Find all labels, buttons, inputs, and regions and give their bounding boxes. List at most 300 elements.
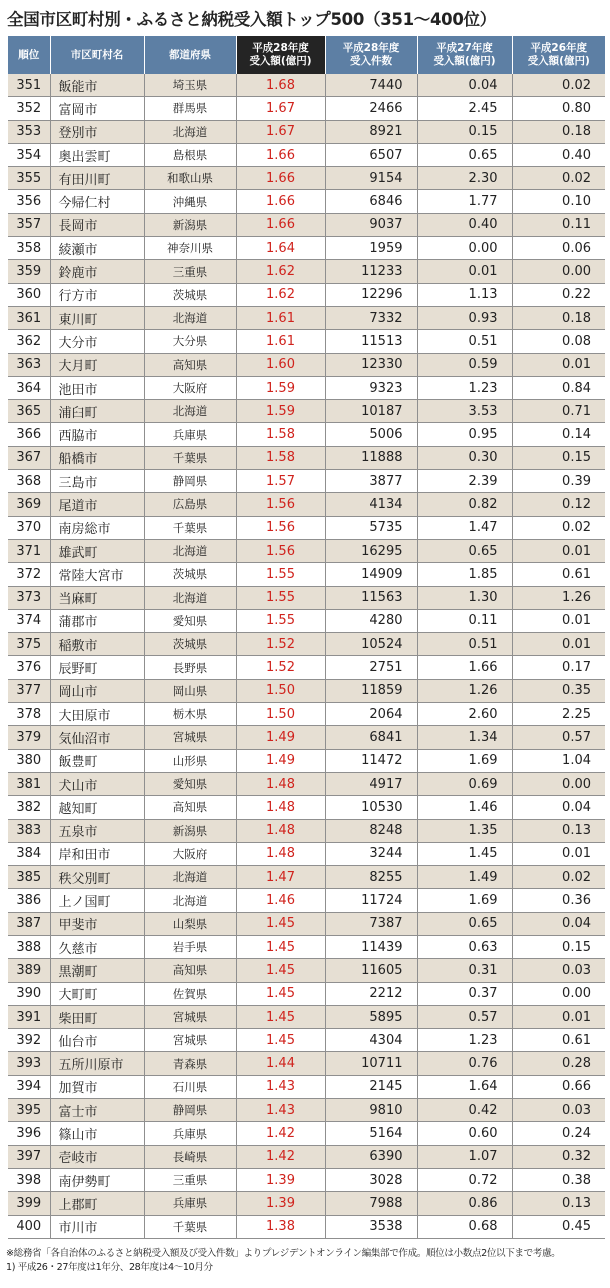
cell-h26-amount: 0.14 xyxy=(512,423,605,446)
table-row xyxy=(8,1145,605,1168)
header-prefecture-label: 都道府県 xyxy=(169,48,211,61)
cell-city: 鈴鹿市 xyxy=(50,260,144,283)
cell-h27-amount: 0.01 xyxy=(417,260,512,283)
cell-prefecture: 北海道 xyxy=(144,866,236,889)
cell-h26-amount: 0.04 xyxy=(512,796,605,819)
cell-h28-count: 9810 xyxy=(325,1099,417,1122)
cell-h28-amount: 1.56 xyxy=(236,493,325,516)
cell-h28-count: 6841 xyxy=(325,726,417,749)
header-city xyxy=(50,36,144,74)
cell-h27-amount: 0.59 xyxy=(417,353,512,376)
cell-rank: 378 xyxy=(8,703,50,726)
cell-prefecture: 沖縄県 xyxy=(144,190,236,213)
cell-h26-amount: 0.17 xyxy=(512,656,605,679)
cell-h26-amount: 0.03 xyxy=(512,1099,605,1122)
cell-h28-amount: 1.39 xyxy=(236,1168,325,1191)
cell-city: 東川町 xyxy=(50,306,144,329)
cell-h27-amount: 1.69 xyxy=(417,889,512,912)
cell-rank: 374 xyxy=(8,609,50,632)
cell-rank: 357 xyxy=(8,213,50,236)
table-row xyxy=(8,1075,605,1098)
cell-city: 越知町 xyxy=(50,796,144,819)
cell-h28-amount: 1.47 xyxy=(236,866,325,889)
cell-h26-amount: 0.10 xyxy=(512,190,605,213)
table-row xyxy=(8,935,605,958)
header-h28-count-line1: 平成28年度 xyxy=(342,42,400,54)
cell-prefecture: 長野県 xyxy=(144,656,236,679)
cell-h26-amount: 0.04 xyxy=(512,912,605,935)
cell-h26-amount: 0.00 xyxy=(512,982,605,1005)
cell-h28-amount: 1.66 xyxy=(236,190,325,213)
table-row xyxy=(8,959,605,982)
cell-h28-amount: 1.59 xyxy=(236,400,325,423)
cell-h27-amount: 1.69 xyxy=(417,749,512,772)
cell-rank: 372 xyxy=(8,563,50,586)
table-row xyxy=(8,656,605,679)
header-prefecture xyxy=(144,36,236,74)
cell-rank: 375 xyxy=(8,633,50,656)
cell-rank: 366 xyxy=(8,423,50,446)
cell-h26-amount: 1.26 xyxy=(512,586,605,609)
cell-h26-amount: 0.22 xyxy=(512,283,605,306)
cell-city: 有田川町 xyxy=(50,167,144,190)
cell-h27-amount: 0.65 xyxy=(417,539,512,562)
cell-h27-amount: 3.53 xyxy=(417,400,512,423)
cell-h28-count: 10711 xyxy=(325,1052,417,1075)
table-row xyxy=(8,167,605,190)
cell-city: 蒲郡市 xyxy=(50,609,144,632)
cell-city: 気仙沼市 xyxy=(50,726,144,749)
cell-h28-amount: 1.45 xyxy=(236,959,325,982)
table-row xyxy=(8,1215,605,1238)
cell-rank: 353 xyxy=(8,120,50,143)
cell-city: 浦臼町 xyxy=(50,400,144,423)
cell-prefecture: 栃木県 xyxy=(144,703,236,726)
table-row xyxy=(8,1192,605,1215)
table-row xyxy=(8,982,605,1005)
cell-h28-count: 11563 xyxy=(325,586,417,609)
cell-h26-amount: 0.71 xyxy=(512,400,605,423)
header-rank-label: 順位 xyxy=(18,48,40,61)
cell-h27-amount: 0.63 xyxy=(417,935,512,958)
cell-prefecture: 高知県 xyxy=(144,796,236,819)
cell-h28-count: 8248 xyxy=(325,819,417,842)
cell-h26-amount: 0.01 xyxy=(512,1005,605,1028)
cell-h28-amount: 1.45 xyxy=(236,935,325,958)
cell-h27-amount: 1.30 xyxy=(417,586,512,609)
table-row xyxy=(8,1168,605,1191)
cell-city: 大田原市 xyxy=(50,703,144,726)
cell-h26-amount: 0.06 xyxy=(512,237,605,260)
cell-rank: 395 xyxy=(8,1099,50,1122)
cell-h26-amount: 0.28 xyxy=(512,1052,605,1075)
table-row xyxy=(8,586,605,609)
cell-prefecture: 神奈川県 xyxy=(144,237,236,260)
cell-h27-amount: 1.66 xyxy=(417,656,512,679)
cell-prefecture: 和歌山県 xyxy=(144,167,236,190)
cell-h27-amount: 0.11 xyxy=(417,609,512,632)
cell-h26-amount: 0.61 xyxy=(512,563,605,586)
cell-rank: 385 xyxy=(8,866,50,889)
cell-city: 大分市 xyxy=(50,330,144,353)
page-title: 全国市区町村別・ふるさと納税受入額トップ500（351〜400位） xyxy=(7,10,496,29)
table-row xyxy=(8,376,605,399)
table-row xyxy=(8,749,605,772)
cell-rank: 391 xyxy=(8,1005,50,1028)
cell-h27-amount: 2.39 xyxy=(417,470,512,493)
cell-h28-count: 10524 xyxy=(325,633,417,656)
cell-city: 綾瀬市 xyxy=(50,237,144,260)
cell-h27-amount: 0.00 xyxy=(417,237,512,260)
cell-h28-amount: 1.60 xyxy=(236,353,325,376)
cell-rank: 368 xyxy=(8,470,50,493)
cell-h26-amount: 0.13 xyxy=(512,1192,605,1215)
cell-h27-amount: 0.51 xyxy=(417,633,512,656)
cell-rank: 352 xyxy=(8,97,50,120)
cell-h26-amount: 0.03 xyxy=(512,959,605,982)
cell-prefecture: 山梨県 xyxy=(144,912,236,935)
cell-city: 岸和田市 xyxy=(50,842,144,865)
cell-h27-amount: 0.95 xyxy=(417,423,512,446)
cell-h28-count: 5735 xyxy=(325,516,417,539)
cell-city: 三島市 xyxy=(50,470,144,493)
cell-prefecture: 愛知県 xyxy=(144,609,236,632)
cell-h26-amount: 0.01 xyxy=(512,842,605,865)
cell-prefecture: 千葉県 xyxy=(144,446,236,469)
cell-h28-amount: 1.46 xyxy=(236,889,325,912)
table-row xyxy=(8,97,605,120)
cell-prefecture: 長崎県 xyxy=(144,1145,236,1168)
cell-rank: 398 xyxy=(8,1168,50,1191)
cell-city: 南伊勢町 xyxy=(50,1168,144,1191)
cell-rank: 356 xyxy=(8,190,50,213)
header-city-label: 市区町村名 xyxy=(70,48,124,61)
cell-h28-amount: 1.67 xyxy=(236,97,325,120)
cell-h26-amount: 0.01 xyxy=(512,353,605,376)
cell-h27-amount: 1.26 xyxy=(417,679,512,702)
footnote xyxy=(6,1247,606,1275)
cell-city: 長岡市 xyxy=(50,213,144,236)
cell-h28-amount: 1.59 xyxy=(236,376,325,399)
cell-h27-amount: 0.57 xyxy=(417,1005,512,1028)
cell-prefecture: 宮城県 xyxy=(144,1029,236,1052)
table-row xyxy=(8,563,605,586)
cell-h26-amount: 0.24 xyxy=(512,1122,605,1145)
cell-rank: 362 xyxy=(8,330,50,353)
cell-rank: 393 xyxy=(8,1052,50,1075)
footnote-source: ※総務省「各自治体のふるさと納税受入額及び受入件数」よりプレジデントオンライン編集部で作成。順位は小数点2位以下まで考慮。 xyxy=(6,1248,561,1259)
cell-rank: 351 xyxy=(8,74,50,97)
cell-rank: 400 xyxy=(8,1215,50,1238)
cell-h27-amount: 1.64 xyxy=(417,1075,512,1098)
cell-h27-amount: 0.65 xyxy=(417,912,512,935)
cell-h28-amount: 1.43 xyxy=(236,1099,325,1122)
cell-h26-amount: 0.18 xyxy=(512,120,605,143)
cell-h28-count: 11233 xyxy=(325,260,417,283)
cell-rank: 383 xyxy=(8,819,50,842)
cell-h28-count: 11724 xyxy=(325,889,417,912)
cell-h28-amount: 1.66 xyxy=(236,213,325,236)
cell-h28-amount: 1.55 xyxy=(236,609,325,632)
cell-h28-amount: 1.49 xyxy=(236,726,325,749)
cell-h27-amount: 2.45 xyxy=(417,97,512,120)
cell-prefecture: 三重県 xyxy=(144,260,236,283)
cell-city: 池田市 xyxy=(50,376,144,399)
cell-rank: 359 xyxy=(8,260,50,283)
cell-h27-amount: 1.77 xyxy=(417,190,512,213)
table-body xyxy=(8,74,605,1238)
cell-h28-count: 14909 xyxy=(325,563,417,586)
cell-h28-count: 7332 xyxy=(325,306,417,329)
cell-prefecture: 宮城県 xyxy=(144,726,236,749)
cell-city: 秩父別町 xyxy=(50,866,144,889)
cell-h28-amount: 1.38 xyxy=(236,1215,325,1238)
cell-h26-amount: 0.00 xyxy=(512,772,605,795)
cell-prefecture: 兵庫県 xyxy=(144,1192,236,1215)
cell-city: 富士市 xyxy=(50,1099,144,1122)
cell-h28-amount: 1.64 xyxy=(236,237,325,260)
cell-h27-amount: 0.60 xyxy=(417,1122,512,1145)
cell-h28-amount: 1.52 xyxy=(236,633,325,656)
cell-prefecture: 兵庫県 xyxy=(144,1122,236,1145)
cell-h28-count: 2064 xyxy=(325,703,417,726)
cell-h28-count: 9323 xyxy=(325,376,417,399)
cell-prefecture: 新潟県 xyxy=(144,213,236,236)
table-row xyxy=(8,726,605,749)
cell-h26-amount: 0.11 xyxy=(512,213,605,236)
cell-h28-amount: 1.50 xyxy=(236,679,325,702)
cell-h26-amount: 0.01 xyxy=(512,539,605,562)
cell-prefecture: 静岡県 xyxy=(144,470,236,493)
cell-h28-count: 4134 xyxy=(325,493,417,516)
cell-h28-count: 3538 xyxy=(325,1215,417,1238)
cell-h26-amount: 0.40 xyxy=(512,143,605,166)
cell-h28-amount: 1.61 xyxy=(236,306,325,329)
cell-h28-amount: 1.43 xyxy=(236,1075,325,1098)
cell-h27-amount: 1.46 xyxy=(417,796,512,819)
cell-h28-amount: 1.44 xyxy=(236,1052,325,1075)
cell-city: 富岡市 xyxy=(50,97,144,120)
cell-prefecture: 愛知県 xyxy=(144,772,236,795)
cell-city: 大町町 xyxy=(50,982,144,1005)
cell-h28-amount: 1.48 xyxy=(236,842,325,865)
cell-prefecture: 北海道 xyxy=(144,120,236,143)
cell-prefecture: 高知県 xyxy=(144,959,236,982)
table-row xyxy=(8,237,605,260)
cell-h28-amount: 1.55 xyxy=(236,563,325,586)
table-row xyxy=(8,423,605,446)
table-row xyxy=(8,912,605,935)
cell-city: 黒潮町 xyxy=(50,959,144,982)
cell-h27-amount: 1.34 xyxy=(417,726,512,749)
cell-city: 稲敷市 xyxy=(50,633,144,656)
header-h26-amount-line2: 受入額(億円) xyxy=(527,55,590,67)
cell-h28-amount: 1.58 xyxy=(236,423,325,446)
footnote-period: 1) 平成26・27年度は1年分、28年度は4〜10月分 xyxy=(6,1262,213,1273)
table-row xyxy=(8,143,605,166)
cell-h28-amount: 1.39 xyxy=(236,1192,325,1215)
cell-rank: 379 xyxy=(8,726,50,749)
cell-h27-amount: 1.49 xyxy=(417,866,512,889)
cell-city: 尾道市 xyxy=(50,493,144,516)
cell-h27-amount: 1.23 xyxy=(417,1029,512,1052)
table-header xyxy=(8,36,605,74)
cell-prefecture: 三重県 xyxy=(144,1168,236,1191)
cell-city: 飯豊町 xyxy=(50,749,144,772)
table-row xyxy=(8,819,605,842)
cell-h26-amount: 0.38 xyxy=(512,1168,605,1191)
cell-h27-amount: 0.86 xyxy=(417,1192,512,1215)
cell-prefecture: 島根県 xyxy=(144,143,236,166)
cell-h28-count: 1959 xyxy=(325,237,417,260)
cell-prefecture: 兵庫県 xyxy=(144,423,236,446)
cell-h27-amount: 2.60 xyxy=(417,703,512,726)
cell-city: 南房総市 xyxy=(50,516,144,539)
cell-h27-amount: 0.04 xyxy=(417,74,512,97)
cell-city: 壱岐市 xyxy=(50,1145,144,1168)
cell-prefecture: 埼玉県 xyxy=(144,74,236,97)
cell-h28-amount: 1.67 xyxy=(236,120,325,143)
cell-h28-amount: 1.48 xyxy=(236,796,325,819)
cell-h28-amount: 1.50 xyxy=(236,703,325,726)
table-row xyxy=(8,516,605,539)
cell-h28-count: 7440 xyxy=(325,74,417,97)
cell-rank: 394 xyxy=(8,1075,50,1098)
cell-rank: 386 xyxy=(8,889,50,912)
cell-h28-count: 8255 xyxy=(325,866,417,889)
cell-h26-amount: 0.18 xyxy=(512,306,605,329)
header-h28-amount xyxy=(236,36,325,74)
cell-h26-amount: 0.84 xyxy=(512,376,605,399)
cell-rank: 376 xyxy=(8,656,50,679)
cell-h27-amount: 1.47 xyxy=(417,516,512,539)
cell-city: 西脇市 xyxy=(50,423,144,446)
cell-h26-amount: 0.15 xyxy=(512,446,605,469)
cell-h28-count: 16295 xyxy=(325,539,417,562)
cell-h28-count: 9037 xyxy=(325,213,417,236)
table-row xyxy=(8,213,605,236)
cell-h28-amount: 1.45 xyxy=(236,912,325,935)
cell-city: 五所川原市 xyxy=(50,1052,144,1075)
cell-h26-amount: 0.02 xyxy=(512,866,605,889)
cell-city: 加賀市 xyxy=(50,1075,144,1098)
cell-h28-amount: 1.55 xyxy=(236,586,325,609)
table-row xyxy=(8,703,605,726)
cell-h27-amount: 2.30 xyxy=(417,167,512,190)
cell-h28-count: 11888 xyxy=(325,446,417,469)
cell-city: 登別市 xyxy=(50,120,144,143)
cell-h28-count: 11472 xyxy=(325,749,417,772)
header-rank xyxy=(8,36,50,74)
cell-h26-amount: 0.02 xyxy=(512,516,605,539)
cell-rank: 387 xyxy=(8,912,50,935)
header-h26-amount xyxy=(512,36,605,74)
cell-h26-amount: 0.00 xyxy=(512,260,605,283)
table-row xyxy=(8,1122,605,1145)
cell-prefecture: 宮城県 xyxy=(144,1005,236,1028)
cell-h27-amount: 1.85 xyxy=(417,563,512,586)
cell-h28-amount: 1.42 xyxy=(236,1145,325,1168)
cell-h28-count: 5164 xyxy=(325,1122,417,1145)
table-row xyxy=(8,889,605,912)
cell-prefecture: 群馬県 xyxy=(144,97,236,120)
cell-h28-count: 7988 xyxy=(325,1192,417,1215)
cell-prefecture: 山形県 xyxy=(144,749,236,772)
table-row xyxy=(8,679,605,702)
cell-prefecture: 大分県 xyxy=(144,330,236,353)
cell-city: 柴田町 xyxy=(50,1005,144,1028)
table-row xyxy=(8,283,605,306)
header-h27-amount-line1: 平成27年度 xyxy=(436,42,493,54)
cell-rank: 369 xyxy=(8,493,50,516)
cell-city: 上ノ国町 xyxy=(50,889,144,912)
cell-city: 五泉市 xyxy=(50,819,144,842)
cell-h26-amount: 0.57 xyxy=(512,726,605,749)
cell-h28-amount: 1.57 xyxy=(236,470,325,493)
cell-h28-amount: 1.66 xyxy=(236,167,325,190)
cell-h27-amount: 1.35 xyxy=(417,819,512,842)
table-row xyxy=(8,74,605,97)
table-row xyxy=(8,260,605,283)
cell-rank: 377 xyxy=(8,679,50,702)
cell-city: 奥出雲町 xyxy=(50,143,144,166)
cell-h26-amount: 0.12 xyxy=(512,493,605,516)
cell-h26-amount: 0.13 xyxy=(512,819,605,842)
cell-h26-amount: 0.32 xyxy=(512,1145,605,1168)
cell-h27-amount: 0.82 xyxy=(417,493,512,516)
table-row xyxy=(8,633,605,656)
cell-h27-amount: 0.72 xyxy=(417,1168,512,1191)
cell-prefecture: 大阪府 xyxy=(144,842,236,865)
cell-city: 上郡町 xyxy=(50,1192,144,1215)
cell-rank: 396 xyxy=(8,1122,50,1145)
cell-h26-amount: 0.36 xyxy=(512,889,605,912)
cell-rank: 399 xyxy=(8,1192,50,1215)
cell-prefecture: 新潟県 xyxy=(144,819,236,842)
cell-h28-count: 5006 xyxy=(325,423,417,446)
cell-h28-amount: 1.66 xyxy=(236,143,325,166)
cell-h28-amount: 1.52 xyxy=(236,656,325,679)
table-row xyxy=(8,330,605,353)
cell-rank: 381 xyxy=(8,772,50,795)
cell-h28-count: 6507 xyxy=(325,143,417,166)
cell-h28-count: 2212 xyxy=(325,982,417,1005)
cell-rank: 373 xyxy=(8,586,50,609)
table-row xyxy=(8,400,605,423)
table-row xyxy=(8,120,605,143)
table-row xyxy=(8,772,605,795)
cell-h27-amount: 1.13 xyxy=(417,283,512,306)
cell-h27-amount: 0.40 xyxy=(417,213,512,236)
cell-prefecture: 北海道 xyxy=(144,306,236,329)
cell-prefecture: 北海道 xyxy=(144,586,236,609)
cell-prefecture: 千葉県 xyxy=(144,516,236,539)
cell-rank: 384 xyxy=(8,842,50,865)
cell-city: 行方市 xyxy=(50,283,144,306)
cell-city: 市川市 xyxy=(50,1215,144,1238)
cell-h27-amount: 1.07 xyxy=(417,1145,512,1168)
cell-prefecture: 岡山県 xyxy=(144,679,236,702)
cell-h28-count: 11439 xyxy=(325,935,417,958)
cell-h28-count: 9154 xyxy=(325,167,417,190)
cell-h28-amount: 1.48 xyxy=(236,819,325,842)
cell-h28-count: 10187 xyxy=(325,400,417,423)
cell-city: 久慈市 xyxy=(50,935,144,958)
cell-h27-amount: 0.65 xyxy=(417,143,512,166)
cell-city: 篠山市 xyxy=(50,1122,144,1145)
header-h28-count-line2: 受入件数 xyxy=(350,55,392,67)
cell-h28-count: 11513 xyxy=(325,330,417,353)
